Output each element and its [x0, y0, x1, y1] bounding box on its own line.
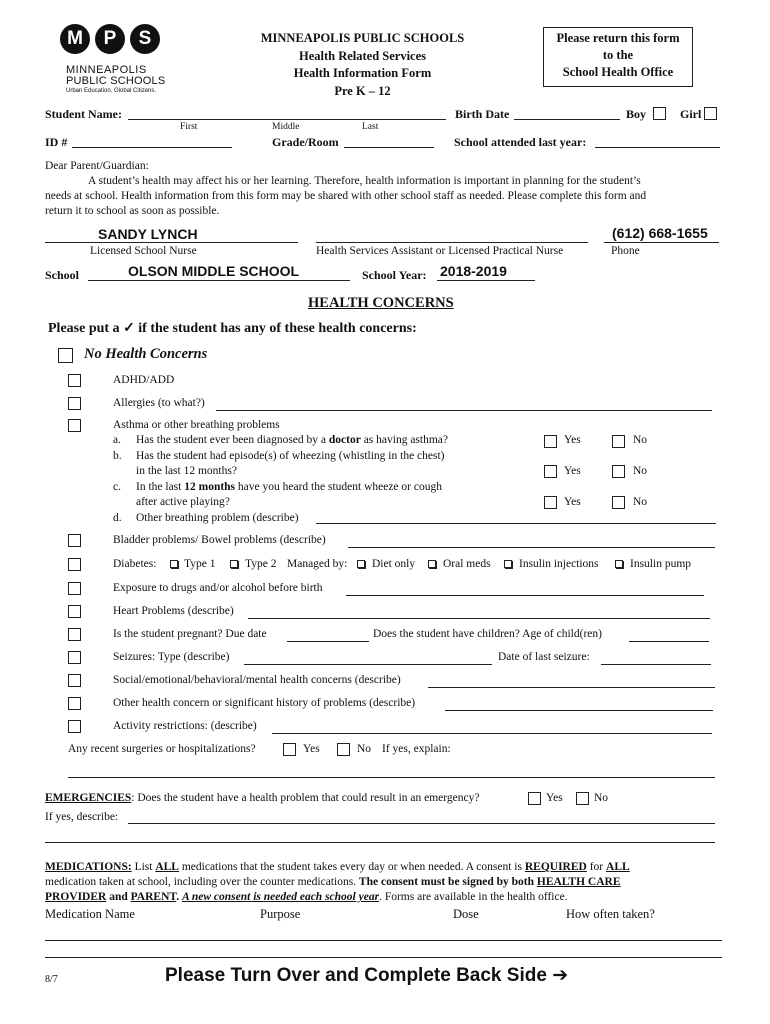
exposure-checkbox[interactable]	[68, 582, 81, 595]
med-parent: PARENT	[130, 891, 177, 903]
asthma-b-letter: b.	[113, 450, 122, 462]
bladder-field[interactable]	[348, 547, 715, 548]
logo-tagline: Urban Education. Global Citizens.	[66, 88, 157, 94]
logo-text-line2: PUBLIC SCHOOLS	[66, 75, 166, 87]
activity-label: Activity restrictions: (describe)	[113, 720, 257, 732]
social-label: Social/emotional/behavioral/mental health concerns (describe)	[113, 674, 401, 686]
asthma-c-line-2: after active playing?	[136, 496, 230, 508]
diet-only-checkbox[interactable]	[357, 560, 365, 568]
medication-row-2[interactable]	[45, 957, 722, 958]
emergencies-row	[45, 792, 479, 804]
medications-line-2	[45, 876, 621, 888]
turn-over-text: Please Turn Over and Complete Back Side	[165, 965, 547, 986]
insulin-pump-checkbox[interactable]	[615, 560, 623, 568]
girl-label: Girl	[680, 107, 702, 121]
boy-checkbox[interactable]	[653, 107, 666, 120]
pregnant-checkbox[interactable]	[68, 628, 81, 641]
assistant-label: Health Services Assistant or Licensed Practical Nurse	[316, 245, 564, 257]
type2-checkbox[interactable]	[230, 560, 238, 568]
emergencies-yes-checkbox[interactable]	[528, 792, 541, 805]
return-box-line-3: School Health Office	[562, 65, 674, 79]
school-year-line	[437, 280, 535, 281]
other-concern-checkbox[interactable]	[68, 697, 81, 710]
id-label: ID #	[45, 135, 68, 149]
right-arrow-icon: ➔	[552, 965, 569, 986]
logo-text-line1: MINNEAPOLIS	[66, 64, 147, 76]
emergencies-describe-field[interactable]	[128, 823, 715, 824]
med-text-1: List	[131, 861, 156, 873]
med-text-2: medications that the student takes every day or when needed. A consent is	[178, 861, 525, 873]
allergies-label: Allergies (to what?)	[113, 397, 205, 409]
asthma-b-line-2: in the last 12 months?	[136, 465, 237, 477]
return-form-box	[543, 27, 693, 87]
nurse-name-line	[45, 242, 298, 243]
header-line-1: MINNEAPOLIS PUBLIC SCHOOLS	[260, 31, 465, 45]
type1-label: Type 1	[184, 558, 216, 570]
medications-label: MEDICATIONS:	[45, 861, 132, 873]
instruction-pre: Please put a	[48, 321, 124, 336]
heart-label: Heart Problems (describe)	[113, 605, 234, 617]
student-name-label: Student Name:	[45, 107, 122, 121]
heart-field[interactable]	[248, 618, 710, 619]
logo-circle-p: P	[95, 24, 125, 54]
asthma-a-no-label: No	[633, 434, 648, 446]
col-medication-name: Medication Name	[45, 907, 135, 921]
med-health-care: HEALTH CARE	[536, 876, 621, 888]
letter-line-1: A student’s health may affect his or her learning. Therefore, health information is important in planning for the student’s	[88, 175, 641, 187]
adhd-checkbox[interactable]	[68, 374, 81, 387]
bladder-label: Bladder problems/ Bowel problems (describe)	[113, 534, 326, 546]
letter-greeting: Dear Parent/Guardian:	[45, 160, 149, 172]
activity-field[interactable]	[272, 733, 712, 734]
asthma-c-pre: In the last	[136, 481, 185, 493]
logo-circle-m: M	[60, 24, 90, 54]
phone-label: Phone	[611, 245, 640, 257]
emergencies-no-label: No	[594, 792, 609, 804]
other-concern-field[interactable]	[445, 710, 713, 711]
exposure-label: Exposure to drugs and/or alcohol before birth	[113, 582, 323, 594]
insulin-injections-label: Insulin injections	[519, 558, 599, 570]
activity-checkbox[interactable]	[68, 720, 81, 733]
asthma-label: Asthma or other breathing problems	[113, 419, 280, 431]
allergies-checkbox[interactable]	[68, 397, 81, 410]
student-name-field[interactable]	[128, 119, 446, 120]
emergencies-describe-field-2[interactable]	[45, 842, 715, 843]
med-and: and	[106, 891, 131, 903]
asthma-c-no-checkbox[interactable]	[612, 496, 625, 509]
return-box-line-1: Please return this form	[556, 31, 680, 45]
social-field[interactable]	[428, 687, 715, 688]
asthma-a-no-checkbox[interactable]	[612, 435, 625, 448]
asthma-c-yes-checkbox[interactable]	[544, 496, 557, 509]
seizures-label: Seizures: Type (describe)	[113, 651, 230, 663]
asthma-a-yes-checkbox[interactable]	[544, 435, 557, 448]
girl-checkbox[interactable]	[704, 107, 717, 120]
due-date-field[interactable]	[287, 641, 369, 642]
seizures-checkbox[interactable]	[68, 651, 81, 664]
asthma-a-pre: Has the student ever been diagnosed by a	[136, 434, 329, 446]
letter-line-3: return it to school as soon as possible.	[45, 205, 220, 217]
phone-value: (612) 668-1655	[612, 225, 708, 241]
phone-line	[604, 242, 719, 243]
concerns-instruction	[48, 320, 417, 337]
last-name-caption: Last	[362, 122, 379, 132]
asthma-c-letter: c.	[113, 481, 121, 493]
health-concerns-heading: HEALTH CONCERNS	[308, 295, 454, 311]
birth-date-field[interactable]	[514, 119, 620, 120]
asthma-d-label: Other breathing problem (describe)	[136, 512, 299, 524]
asthma-b-no-label: No	[633, 465, 648, 477]
asthma-a-post: as having asthma?	[360, 434, 449, 446]
surgeries-explain-label: If yes, explain:	[382, 743, 451, 755]
nurse-label: Licensed School Nurse	[90, 245, 197, 257]
emergencies-no-checkbox[interactable]	[576, 792, 589, 805]
grade-room-field[interactable]	[344, 147, 434, 148]
asthma-a-yes-label: Yes	[564, 434, 581, 446]
asthma-a-question	[136, 434, 448, 446]
diet-only-label: Diet only	[372, 558, 416, 570]
school-year-label: School Year:	[362, 268, 427, 282]
middle-name-caption: Middle	[272, 122, 300, 132]
nurse-name-value: SANDY LYNCH	[98, 226, 198, 242]
col-how-often: How often taken?	[566, 907, 655, 921]
other-concern-label: Other health concern or significant history of problems (describe)	[113, 697, 416, 709]
asthma-b-no-checkbox[interactable]	[612, 465, 625, 478]
allergies-field[interactable]	[216, 410, 712, 411]
first-name-caption: First	[180, 122, 198, 132]
surgeries-explain-field[interactable]	[68, 777, 715, 778]
social-checkbox[interactable]	[68, 674, 81, 687]
asthma-c-yes-label: Yes	[564, 496, 581, 508]
col-dose: Dose	[453, 907, 479, 921]
emergencies-label: EMERGENCIES	[45, 792, 132, 804]
emergencies-question: : Does the student have a health problem that could result in an emergency?	[131, 792, 480, 804]
seizures-field[interactable]	[244, 664, 492, 665]
header-line-4: Pre K – 12	[334, 83, 391, 98]
surgeries-yes-label: Yes	[303, 743, 320, 755]
form-code: 8/7	[45, 974, 58, 985]
insulin-pump-label: Insulin pump	[630, 558, 692, 570]
asthma-b-yes-label: Yes	[564, 465, 581, 477]
checkmark-icon: ✓	[123, 321, 135, 336]
med-new-consent: A new consent is needed each school year	[181, 891, 380, 903]
asthma-d-letter: d.	[113, 512, 122, 524]
letter-line-2: needs at school. Health information from this form may be shared with other school staff as needed. Please complete this form and	[45, 190, 647, 202]
asthma-b-line-1: Has the student had episode(s) of wheezing (whistling in the chest)	[136, 450, 445, 462]
school-label: School	[45, 268, 80, 282]
assistant-line[interactable]	[316, 242, 588, 243]
med-text-3: for	[586, 861, 607, 873]
header-title	[250, 30, 475, 100]
med-line2-bold: The consent must be signed by both	[358, 876, 537, 888]
logo-circle-s: S	[130, 24, 160, 54]
no-health-concerns-label: No Health Concerns	[84, 346, 208, 362]
last-seizure-field[interactable]	[601, 664, 711, 665]
grade-room-label: Grade/Room	[272, 135, 339, 149]
asthma-a-bold: doctor	[328, 434, 361, 446]
surgeries-no-label: No	[357, 743, 372, 755]
no-health-concerns-checkbox[interactable]	[58, 348, 73, 363]
medications-line-1	[45, 861, 630, 873]
med-dot: .	[176, 891, 182, 903]
medications-line-3	[45, 891, 568, 903]
medication-row-1[interactable]	[45, 940, 722, 941]
asthma-a-letter: a.	[113, 434, 121, 446]
med-all-1: ALL	[155, 861, 179, 873]
diabetes-checkbox[interactable]	[68, 558, 81, 571]
bladder-checkbox[interactable]	[68, 534, 81, 547]
diabetes-label: Diabetes:	[113, 558, 157, 570]
emergencies-describe-label: If yes, describe:	[45, 811, 119, 823]
last-seizure-label: Date of last seizure:	[498, 651, 590, 663]
asthma-c-no-label: No	[633, 496, 648, 508]
insulin-injections-checkbox[interactable]	[504, 560, 512, 568]
instruction-post: if the student has any of these health concerns:	[134, 321, 417, 336]
heart-checkbox[interactable]	[68, 605, 81, 618]
pregnant-label: Is the student pregnant? Due date	[113, 628, 267, 640]
type2-label: Type 2	[245, 558, 277, 570]
school-year-value: 2018-2019	[440, 263, 507, 279]
children-age-field[interactable]	[629, 641, 709, 642]
adhd-label: ADHD/ADD	[113, 374, 175, 386]
col-purpose: Purpose	[260, 907, 301, 921]
oral-meds-checkbox[interactable]	[428, 560, 436, 568]
turn-over-notice	[165, 964, 568, 987]
emergencies-yes-label: Yes	[546, 792, 563, 804]
asthma-b-yes-checkbox[interactable]	[544, 465, 557, 478]
asthma-c-post: have you heard the student wheeze or cough	[235, 481, 442, 493]
type1-checkbox[interactable]	[170, 560, 178, 568]
surgeries-yes-checkbox[interactable]	[283, 743, 296, 756]
id-field[interactable]	[72, 147, 232, 148]
managed-by-label: Managed by:	[287, 558, 348, 570]
med-provider: PROVIDER	[45, 891, 107, 903]
med-line2-pre: medication taken at school, including over the counter medications.	[45, 876, 359, 888]
birth-date-label: Birth Date	[455, 107, 510, 121]
asthma-checkbox[interactable]	[68, 419, 81, 432]
school-line	[88, 280, 350, 281]
asthma-c-line-1	[136, 481, 442, 493]
asthma-d-field[interactable]	[316, 523, 716, 524]
return-box-line-2: to the	[602, 48, 634, 62]
boy-label: Boy	[626, 107, 647, 121]
med-required: REQUIRED	[524, 861, 587, 873]
header-line-3: Health Information Form	[293, 66, 432, 80]
school-value: OLSON MIDDLE SCHOOL	[128, 263, 300, 279]
med-all-2: ALL	[606, 861, 630, 873]
children-label: Does the student have children? Age of child(ren)	[373, 628, 602, 640]
surgeries-label: Any recent surgeries or hospitalizations?	[68, 743, 256, 755]
oral-meds-label: Oral meds	[443, 558, 491, 570]
exposure-field[interactable]	[346, 595, 704, 596]
med-line3-post: . Forms are available in the health office.	[379, 891, 568, 903]
header-line-2: Health Related Services	[298, 48, 427, 63]
school-attended-field[interactable]	[595, 147, 720, 148]
asthma-c-bold: 12 months	[184, 481, 236, 493]
surgeries-no-checkbox[interactable]	[337, 743, 350, 756]
school-attended-label: School attended last year:	[454, 135, 587, 149]
